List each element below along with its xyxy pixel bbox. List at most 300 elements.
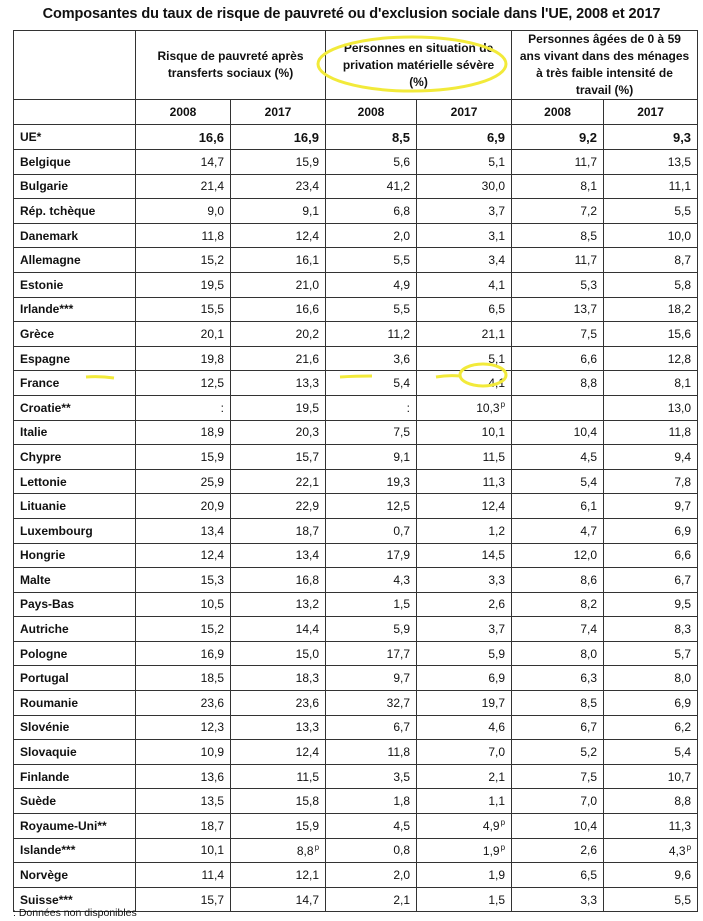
value-cell — [231, 297, 326, 322]
value-text: 5,9 — [393, 622, 411, 637]
table-row — [14, 764, 698, 789]
value-text: 13,0 — [667, 400, 692, 415]
value-text: 5,7 — [674, 646, 692, 661]
value-cell — [136, 150, 231, 175]
value-text: 4,5 — [393, 818, 411, 833]
value-cell — [512, 395, 604, 420]
value-cell — [604, 764, 698, 789]
value-text: 13,5 — [667, 154, 692, 169]
value-text: 7,5 — [393, 425, 411, 440]
value-cell — [326, 887, 417, 912]
value-text: 5,5 — [393, 302, 411, 317]
value-text: 8,8 — [674, 794, 692, 809]
value-cell — [417, 740, 512, 765]
value-cell — [512, 248, 604, 273]
value-cell — [417, 666, 512, 691]
group-header-row — [14, 31, 698, 100]
corner-cell — [14, 31, 136, 100]
value-cell — [231, 494, 326, 519]
value-text: 21,0 — [295, 277, 320, 292]
value-cell — [326, 420, 417, 445]
table-row — [14, 445, 698, 470]
value-text: 8,2 — [580, 597, 598, 612]
value-text: 7,4 — [580, 622, 598, 637]
value-cell — [512, 887, 604, 912]
value-cell — [326, 248, 417, 273]
value-text: 16,8 — [295, 572, 320, 587]
value-cell — [136, 199, 231, 224]
value-cell — [417, 691, 512, 716]
table-row — [14, 469, 698, 494]
value-cell — [512, 617, 604, 642]
value-text: 0,7 — [393, 523, 411, 538]
value-cell — [604, 248, 698, 273]
value-cell — [136, 518, 231, 543]
value-text: 21,6 — [295, 351, 320, 366]
country-cell: Pologne — [14, 641, 136, 666]
value-cell — [231, 223, 326, 248]
country-cell: Allemagne — [14, 248, 136, 273]
value-cell — [512, 322, 604, 347]
year-header: 2008 — [326, 100, 417, 125]
value-cell — [326, 395, 417, 420]
value-cell — [604, 641, 698, 666]
value-cell — [136, 469, 231, 494]
value-text: 25,9 — [200, 474, 224, 489]
value-text: 7,0 — [580, 794, 598, 809]
value-cell — [326, 592, 417, 617]
value-cell — [417, 715, 512, 740]
value-cell — [604, 272, 698, 297]
year-header: 2017 — [604, 100, 698, 125]
table-row — [14, 199, 698, 224]
provisional-flag: p — [500, 818, 506, 828]
value-text: 10,4 — [573, 425, 598, 440]
value-text: 5,8 — [674, 277, 692, 292]
year-header: 2008 — [136, 100, 231, 125]
value-text: 7,2 — [580, 203, 598, 218]
table-row — [14, 617, 698, 642]
value-cell — [417, 814, 512, 839]
value-cell — [136, 125, 231, 150]
value-cell — [604, 568, 698, 593]
value-text: 12,4 — [295, 228, 320, 243]
value-text: 5,1 — [488, 351, 506, 366]
value-cell — [512, 223, 604, 248]
table-row — [14, 322, 698, 347]
table-row — [14, 691, 698, 716]
table-row — [14, 592, 698, 617]
value-cell — [604, 518, 698, 543]
value-cell — [512, 691, 604, 716]
value-text: 6,7 — [580, 720, 598, 735]
value-text: 13,4 — [200, 523, 224, 538]
country-cell: Chypre — [14, 445, 136, 470]
value-text: 8,6 — [580, 572, 598, 587]
value-cell — [512, 150, 604, 175]
value-cell — [604, 469, 698, 494]
value-text: 6,5 — [580, 868, 598, 883]
value-cell — [512, 838, 604, 863]
value-text: 11,2 — [387, 326, 411, 341]
value-cell — [231, 887, 326, 912]
value-cell — [417, 272, 512, 297]
table-row — [14, 395, 698, 420]
value-cell — [231, 395, 326, 420]
value-cell — [326, 174, 417, 199]
value-text: 15,9 — [200, 449, 224, 464]
value-text: 18,2 — [667, 302, 692, 317]
value-text: 5,5 — [674, 892, 692, 907]
country-cell: Italie — [14, 420, 136, 445]
year-header: 2008 — [512, 100, 604, 125]
value-text: 0,8 — [393, 843, 411, 858]
footnote: : Données non disponibles — [13, 907, 137, 919]
country-cell: Lituanie — [14, 494, 136, 519]
value-cell — [136, 568, 231, 593]
value-cell — [512, 445, 604, 470]
country-cell: Slovénie — [14, 715, 136, 740]
value-cell — [326, 691, 417, 716]
value-text: 6,9 — [488, 671, 506, 686]
value-cell — [326, 518, 417, 543]
year-header: 2017 — [417, 100, 512, 125]
value-text: 5,9 — [488, 646, 506, 661]
value-text: 14,7 — [295, 892, 320, 907]
value-text: 1,5 — [393, 597, 411, 612]
provisional-flag: p — [500, 400, 506, 410]
value-cell — [604, 346, 698, 371]
value-cell — [512, 715, 604, 740]
value-text: 15,9 — [295, 818, 320, 833]
value-text: 18,3 — [295, 671, 320, 686]
group-header-poverty: Risque de pauvreté après transferts sociaux (%) — [136, 31, 326, 100]
value-text: 19,8 — [200, 351, 224, 366]
value-text: 16,9 — [293, 129, 320, 145]
value-text: 15,7 — [200, 892, 224, 907]
value-cell — [231, 568, 326, 593]
value-text: 3,6 — [393, 351, 411, 366]
value-text: 6,3 — [580, 671, 598, 686]
value-cell — [136, 887, 231, 912]
value-cell — [417, 641, 512, 666]
value-cell — [136, 223, 231, 248]
year-header-row — [14, 100, 698, 125]
value-cell — [326, 543, 417, 568]
value-text: 14,7 — [200, 154, 224, 169]
value-text: 5,5 — [393, 253, 411, 268]
value-text: 8,1 — [580, 179, 598, 194]
value-text: 8,5 — [580, 228, 598, 243]
value-cell — [512, 199, 604, 224]
value-text: 4,3 — [668, 843, 686, 858]
value-cell — [136, 715, 231, 740]
value-cell — [326, 199, 417, 224]
value-text: 7,0 — [488, 745, 506, 760]
table-row — [14, 814, 698, 839]
value-cell — [417, 420, 512, 445]
value-cell — [231, 199, 326, 224]
value-text: 12,0 — [573, 548, 598, 563]
value-text: 16,6 — [295, 302, 320, 317]
value-text: 11,3 — [668, 818, 692, 833]
value-text: 10,4 — [573, 818, 598, 833]
value-cell — [136, 789, 231, 814]
value-text: 11,7 — [574, 253, 598, 268]
value-cell — [136, 272, 231, 297]
value-cell — [231, 764, 326, 789]
value-cell — [231, 469, 326, 494]
value-text: 15,9 — [295, 154, 320, 169]
value-cell — [136, 838, 231, 863]
value-text: 21,4 — [200, 179, 224, 194]
value-text: 10,1 — [481, 425, 506, 440]
value-text: 4,9 — [482, 819, 500, 834]
value-cell — [604, 297, 698, 322]
value-text: 19,3 — [386, 474, 411, 489]
value-cell — [417, 592, 512, 617]
value-cell — [136, 814, 231, 839]
value-text: 19,7 — [481, 695, 506, 710]
provisional-flag: p — [314, 842, 320, 852]
value-cell — [136, 691, 231, 716]
table-row — [14, 371, 698, 396]
value-cell — [326, 617, 417, 642]
value-text: 10,0 — [667, 228, 692, 243]
value-cell — [136, 395, 231, 420]
value-cell — [136, 617, 231, 642]
value-text: 9,1 — [302, 203, 320, 218]
value-cell — [326, 371, 417, 396]
value-cell — [512, 272, 604, 297]
table-row — [14, 666, 698, 691]
country-cell: France — [14, 371, 136, 396]
value-cell — [231, 150, 326, 175]
value-text: 22,1 — [295, 474, 320, 489]
country-cell: Irlande*** — [14, 297, 136, 322]
value-text: 11,1 — [668, 179, 692, 194]
value-cell — [417, 494, 512, 519]
value-cell — [604, 863, 698, 888]
value-cell — [512, 518, 604, 543]
value-cell — [136, 371, 231, 396]
value-cell — [136, 445, 231, 470]
value-text: 1,5 — [488, 892, 506, 907]
value-cell — [512, 174, 604, 199]
value-text: 6,9 — [486, 129, 506, 145]
country-cell: Lettonie — [14, 469, 136, 494]
table-body — [14, 125, 698, 912]
value-text: 1,1 — [488, 794, 506, 809]
country-cell: Roumanie — [14, 691, 136, 716]
value-text: 12,5 — [200, 376, 224, 391]
country-cell: Suède — [14, 789, 136, 814]
value-text: 9,5 — [674, 597, 692, 612]
value-cell — [136, 740, 231, 765]
value-text: 11,8 — [668, 425, 692, 440]
country-cell: Croatie** — [14, 395, 136, 420]
value-text: 15,0 — [295, 646, 320, 661]
value-text: 5,1 — [488, 154, 506, 169]
value-cell — [417, 445, 512, 470]
value-cell — [417, 395, 512, 420]
country-cell: Belgique — [14, 150, 136, 175]
value-text: 11,8 — [387, 745, 411, 760]
table-row — [14, 568, 698, 593]
value-text: 6,5 — [488, 302, 506, 317]
country-cell: Norvège — [14, 863, 136, 888]
value-cell — [231, 272, 326, 297]
value-cell — [417, 887, 512, 912]
value-cell — [512, 814, 604, 839]
value-text: 11,4 — [201, 868, 224, 883]
value-cell — [326, 641, 417, 666]
value-cell — [231, 666, 326, 691]
value-cell — [417, 543, 512, 568]
value-text: 12,1 — [295, 868, 320, 883]
value-cell — [417, 371, 512, 396]
value-text: 4,3 — [393, 572, 411, 587]
table-row — [14, 248, 698, 273]
value-cell — [326, 297, 417, 322]
value-text: 10,7 — [667, 769, 692, 784]
value-cell — [604, 494, 698, 519]
country-cell: Royaume-Uni** — [14, 814, 136, 839]
value-cell — [512, 863, 604, 888]
value-text: 7,5 — [580, 326, 598, 341]
value-text: 18,9 — [200, 425, 224, 440]
value-text: 20,9 — [200, 499, 224, 514]
value-text: 2,1 — [393, 892, 411, 907]
value-cell — [604, 543, 698, 568]
value-cell — [512, 125, 604, 150]
country-cell: Luxembourg — [14, 518, 136, 543]
value-text: 6,9 — [674, 695, 692, 710]
table-row — [14, 125, 698, 150]
value-cell — [231, 789, 326, 814]
value-cell — [512, 740, 604, 765]
value-text: 11,5 — [482, 449, 506, 464]
value-cell — [326, 789, 417, 814]
value-cell — [512, 420, 604, 445]
value-cell — [512, 641, 604, 666]
value-text: 20,3 — [295, 425, 320, 440]
value-text: 3,3 — [488, 572, 506, 587]
value-text: 6,9 — [674, 523, 692, 538]
value-cell — [417, 764, 512, 789]
value-text: 15,7 — [295, 449, 320, 464]
value-cell — [417, 150, 512, 175]
data-table — [13, 30, 698, 912]
value-cell — [231, 371, 326, 396]
value-text: 22,9 — [295, 499, 320, 514]
value-text: 20,2 — [295, 326, 320, 341]
table-row — [14, 543, 698, 568]
table-row — [14, 346, 698, 371]
country-cell: Espagne — [14, 346, 136, 371]
value-text: 9,6 — [674, 868, 692, 883]
table-title: Composantes du taux de risque de pauvreté ou d'exclusion sociale dans l'UE, 2008 et 2017 — [42, 6, 661, 22]
value-text: 13,5 — [200, 794, 224, 809]
table-row — [14, 420, 698, 445]
country-cell: Rép. tchèque — [14, 199, 136, 224]
value-text: 12,4 — [200, 548, 224, 563]
value-text: 9,4 — [674, 449, 692, 464]
table-row — [14, 740, 698, 765]
value-text: 8,7 — [674, 253, 692, 268]
value-text: 5,4 — [393, 376, 411, 391]
value-text: 1,9 — [488, 868, 506, 883]
value-text: 10,1 — [200, 843, 224, 858]
value-text: 9,7 — [393, 671, 411, 686]
value-cell — [326, 863, 417, 888]
value-cell — [231, 838, 326, 863]
provisional-flag: p — [500, 842, 506, 852]
value-cell — [326, 346, 417, 371]
value-cell — [512, 297, 604, 322]
value-text: 11,3 — [482, 474, 506, 489]
value-text: 3,5 — [393, 769, 411, 784]
value-text: 21,1 — [481, 326, 506, 341]
value-text: 23,6 — [200, 695, 224, 710]
value-cell — [604, 125, 698, 150]
value-cell — [231, 641, 326, 666]
value-cell — [417, 518, 512, 543]
group-header-deprivation: Personnes en situation de privation matérielle sévère (%) — [326, 31, 512, 100]
value-text: 9,7 — [674, 499, 692, 514]
value-cell — [326, 150, 417, 175]
value-text: 4,1 — [488, 277, 506, 292]
value-text: 6,2 — [674, 720, 692, 735]
value-text: 6,8 — [393, 203, 411, 218]
value-text: 12,4 — [295, 745, 320, 760]
value-text: 30,0 — [481, 179, 506, 194]
value-cell — [326, 740, 417, 765]
value-cell — [231, 715, 326, 740]
value-text: 8,8 — [580, 376, 598, 391]
value-cell — [136, 174, 231, 199]
value-text: 8,8 — [296, 843, 314, 858]
value-text: 4,9 — [393, 277, 411, 292]
value-cell — [417, 838, 512, 863]
value-cell — [326, 715, 417, 740]
value-cell — [326, 568, 417, 593]
value-text: 4,7 — [580, 523, 598, 538]
value-text: 4,6 — [488, 720, 506, 735]
table-row — [14, 863, 698, 888]
value-text: 19,5 — [200, 277, 224, 292]
value-text: 16,9 — [200, 646, 224, 661]
value-text: 3,7 — [488, 203, 506, 218]
value-cell — [136, 346, 231, 371]
country-cell: Bulgarie — [14, 174, 136, 199]
value-cell — [136, 666, 231, 691]
value-cell — [231, 420, 326, 445]
value-text: 5,2 — [580, 745, 598, 760]
value-cell — [604, 789, 698, 814]
value-cell — [512, 346, 604, 371]
value-cell — [512, 494, 604, 519]
value-cell — [326, 494, 417, 519]
value-text: 18,7 — [295, 523, 320, 538]
value-cell — [231, 814, 326, 839]
value-text: 15,2 — [200, 253, 224, 268]
value-text: 19,5 — [295, 400, 320, 415]
value-text: 6,7 — [674, 572, 692, 587]
value-text: 8,5 — [580, 695, 598, 710]
value-cell — [604, 715, 698, 740]
country-cell: Islande*** — [14, 838, 136, 863]
